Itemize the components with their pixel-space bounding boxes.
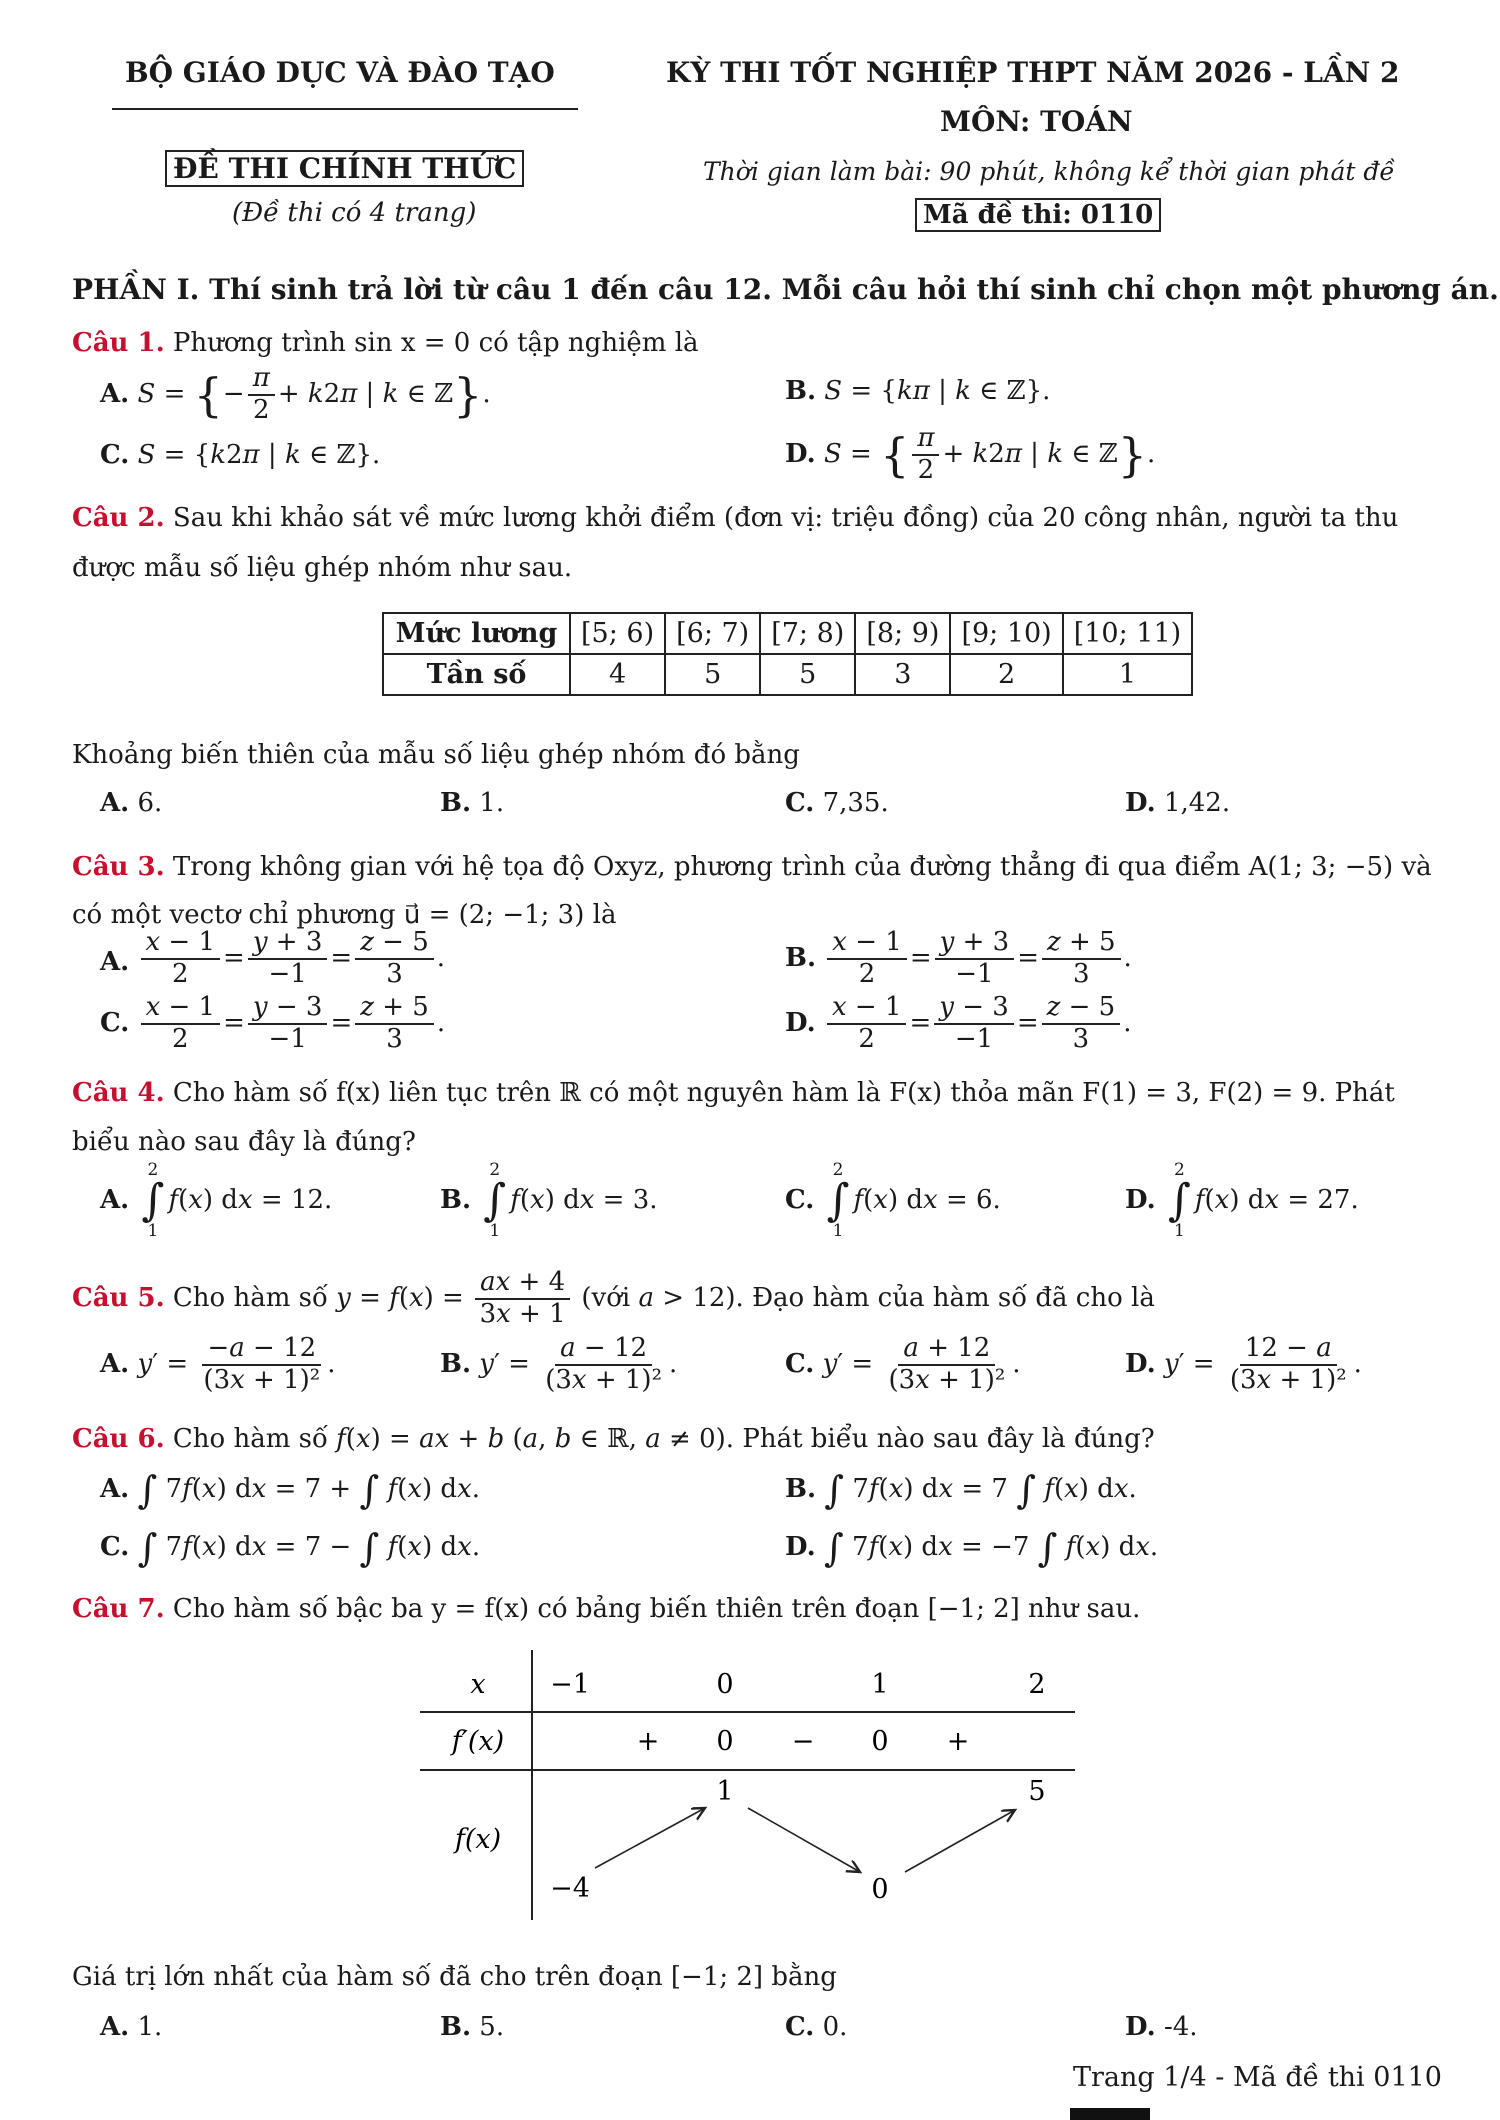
q4-option-d[interactable]: D. 2 ∫ 1 f(x) dx = 27. bbox=[1125, 1160, 1359, 1241]
q3-option-c[interactable]: C. $\frac{x - 1}{2}$ = $\frac{y - 3}{-1}$ = $\frac{z + 5}{3}$ . bbox=[100, 992, 446, 1054]
q3-option-b[interactable]: B. $\frac{x - 1}{2}$ = $\frac{y + 3}{-1}$ = $\frac{z + 5}{3}$ . bbox=[785, 927, 1132, 989]
page-footer: Trang 1/4 - Mã đề thi 0110 bbox=[1073, 2062, 1442, 2093]
table-header: Mức lương bbox=[383, 613, 570, 654]
question-text: Trong không gian với hệ tọa độ Oxyz, phương trình của đường thẳng đi qua điểm A(1; 3; −5) và bbox=[172, 852, 1432, 882]
header-divider bbox=[112, 108, 578, 110]
sign: + bbox=[946, 1726, 970, 1757]
official-label: ĐỀ THI CHÍNH THỨC bbox=[165, 150, 524, 187]
exam-time: Thời gian làm bài: 90 phút, không kể thời gian phát đề bbox=[703, 157, 1395, 186]
table-row bbox=[383, 654, 1192, 695]
question-4 bbox=[72, 1078, 1395, 1108]
question-3 bbox=[72, 852, 1432, 882]
question-text: Phương trình sin x = 0 có tập nghiệm là bbox=[172, 328, 699, 358]
question-text-cont: Giá trị lớn nhất của hàm số đã cho trên đoạn [−1; 2] bằng bbox=[72, 1962, 837, 1992]
exam-title: KỲ THI TỐT NGHIỆP THPT NĂM 2026 - LẦN 2 bbox=[666, 56, 1400, 89]
x-value: 2 bbox=[1028, 1669, 1046, 1700]
question-7 bbox=[72, 1594, 1140, 1624]
table-cell: [5; 6) bbox=[570, 613, 665, 654]
table-cell: [10; 11) bbox=[1063, 613, 1192, 654]
row-label-f: f(x) bbox=[454, 1824, 502, 1855]
q3-option-a[interactable]: A. bbox=[100, 946, 130, 977]
q6-option-c[interactable]: C. ∫ 7f(x) dx = 7 − ∫ f(x) dx. bbox=[100, 1526, 481, 1570]
arrow-down bbox=[748, 1808, 860, 1872]
question-text: Cho hàm số f(x) liên tục trên ℝ có một nguyên hàm là F(x) thỏa mãn F(1) = 3, F(2) = 9. Phát bbox=[172, 1078, 1395, 1108]
f-value: 0 bbox=[871, 1874, 889, 1905]
question-label: Câu 7. bbox=[72, 1594, 165, 1624]
table-cell: 1 bbox=[1063, 654, 1192, 695]
question-5: Câu 5. Cho hàm số y = f(x) = $\frac{ax + 4}{3x + 1}$ (với a > 12). Đạo hàm của hàm số đã cho là bbox=[72, 1267, 1155, 1329]
x-value: 0 bbox=[716, 1669, 734, 1700]
sign: − bbox=[791, 1726, 815, 1757]
q5-option-c[interactable]: C. y′ = $\frac{a + 12}{\text{(3x + 1)²}}$ . bbox=[785, 1333, 1021, 1395]
subject: MÔN: TOÁN bbox=[940, 105, 1133, 138]
table-cell: [9; 10) bbox=[950, 613, 1062, 654]
table-cell: 2 bbox=[950, 654, 1062, 695]
table-header: Tần số bbox=[383, 654, 570, 695]
part-title: PHẦN I. Thí sinh trả lời từ câu 1 đến câu 12. Mỗi câu hỏi thí sinh chỉ chọn một phương án. bbox=[72, 273, 1499, 306]
q1-option-a[interactable]: A. S = {− $\frac{\pi}{2}$ + k2π | k ∈ ℤ}. bbox=[100, 363, 491, 425]
q1-option-b[interactable]: B. S = {kπ | k ∈ ℤ}. bbox=[785, 376, 1051, 406]
q2-option-c[interactable]: C. 7,35. bbox=[785, 788, 889, 818]
page-count: (Đề thi có 4 trang) bbox=[232, 198, 477, 228]
page-marker bbox=[1070, 2108, 1150, 2120]
q5-option-d[interactable]: D. y′ = $\frac{12 - a}{\text{(3x + 1)²}}$ . bbox=[1125, 1333, 1362, 1395]
table-cell: [6; 7) bbox=[665, 613, 760, 654]
question-label: Câu 5. bbox=[72, 1282, 165, 1313]
arrow-up bbox=[595, 1808, 705, 1868]
q7-option-c[interactable]: C. 0. bbox=[785, 2012, 848, 2042]
exam-code: Mã đề thi: 0110 bbox=[915, 198, 1161, 232]
table-row bbox=[383, 613, 1192, 654]
question-text-cont: biểu nào sau đây là đúng? bbox=[72, 1127, 416, 1157]
question-text-cont: được mẫu số liệu ghép nhóm như sau. bbox=[72, 553, 573, 583]
q6-option-d[interactable]: D. ∫ 7f(x) dx = −7 ∫ f(x) dx. bbox=[785, 1526, 1159, 1570]
table-cell: 4 bbox=[570, 654, 665, 695]
q1-option-d[interactable]: D. S = { $\frac{\pi}{2}$ + k2π | k ∈ ℤ}. bbox=[785, 423, 1156, 485]
question-text-cont: Khoảng biến thiên của mẫu số liệu ghép nhóm đó bằng bbox=[72, 740, 800, 770]
row-label-fprime: f′(x) bbox=[451, 1726, 505, 1757]
q2-option-d[interactable]: D. 1,42. bbox=[1125, 788, 1231, 818]
q7-option-b[interactable]: B. 5. bbox=[440, 2012, 505, 2042]
q7-option-d[interactable]: D. -4. bbox=[1125, 2012, 1198, 2042]
question-2 bbox=[72, 503, 1398, 533]
sign: + bbox=[636, 1726, 660, 1757]
question-text-cont: có một vectơ chỉ phương u⃗ = (2; −1; 3) là bbox=[72, 900, 617, 930]
arrow-up bbox=[905, 1810, 1015, 1872]
table-cell: 5 bbox=[665, 654, 760, 695]
f-value: −4 bbox=[550, 1873, 590, 1904]
q5-option-a[interactable]: A. y′ = $\frac{-a - 12}{\text{(3x + 1)²}}$ . bbox=[100, 1333, 336, 1395]
q4-option-a[interactable]: A. 2 ∫ 1 f(x) dx = 12. bbox=[100, 1160, 333, 1241]
question-text: Cho hàm số bậc ba y = f(x) có bảng biến thiên trên đoạn [−1; 2] như sau. bbox=[172, 1594, 1141, 1624]
row-label-x: x bbox=[470, 1669, 486, 1700]
question-6: Câu 6. Cho hàm số f(x) = ax + b (a, b ∈ ℝ, a ≠ 0). Phát biểu nào sau đây là đúng? bbox=[72, 1424, 1155, 1454]
q6-option-a[interactable]: A. ∫ 7f(x) dx = 7 + ∫ f(x) dx. bbox=[100, 1468, 481, 1512]
table-cell: [7; 8) bbox=[760, 613, 855, 654]
q5-option-b[interactable]: B. y′ = $\frac{a - 12}{\text{(3x + 1)²}}$ . bbox=[440, 1333, 678, 1395]
question-label: Câu 2. bbox=[72, 503, 165, 533]
question-label: Câu 1. bbox=[72, 328, 165, 358]
q4-option-c[interactable]: C. 2 ∫ 1 f(x) dx = 6. bbox=[785, 1160, 1001, 1241]
table-cell: 3 bbox=[855, 654, 950, 695]
f-value: 1 bbox=[716, 1776, 734, 1807]
q3-option-a-eq: $\frac{x - 1}{2}$ = $\frac{y + 3}{-1}$ = $\frac{z - 5}{3}$ . bbox=[100, 928, 445, 990]
q4-option-b[interactable]: B. 2 ∫ 1 f(x) dx = 3. bbox=[440, 1160, 658, 1241]
table-cell: [8; 9) bbox=[855, 613, 950, 654]
q2-option-b[interactable]: B. 1. bbox=[440, 788, 505, 818]
table-cell: 5 bbox=[760, 654, 855, 695]
f-value: 5 bbox=[1028, 1776, 1046, 1807]
question-text: Sau khi khảo sát về mức lương khởi điểm (đơn vị: triệu đồng) của 20 công nhân, người ta thu bbox=[172, 503, 1399, 533]
q6-option-b[interactable]: B. ∫ 7f(x) dx = 7 ∫ f(x) dx. bbox=[785, 1468, 1137, 1512]
question-label: Câu 6. bbox=[72, 1424, 165, 1454]
q1-option-c[interactable]: C. S = {k2π | k ∈ ℤ}. bbox=[100, 440, 381, 470]
x-value: 1 bbox=[871, 1669, 889, 1700]
q7-option-a[interactable]: A. 1. bbox=[100, 2012, 163, 2042]
x-value: −1 bbox=[550, 1669, 590, 1700]
question-label: Câu 3. bbox=[72, 852, 165, 882]
question-label: Câu 4. bbox=[72, 1078, 165, 1108]
q3-option-d[interactable]: D. $\frac{x - 1}{2}$ = $\frac{y - 3}{-1}$ = $\frac{z - 5}{3}$ . bbox=[785, 992, 1132, 1054]
variation-table bbox=[420, 1650, 1080, 1920]
frequency-table bbox=[382, 612, 1193, 696]
question-1 bbox=[72, 328, 699, 358]
sign: 0 bbox=[871, 1726, 889, 1757]
sign: 0 bbox=[716, 1726, 734, 1757]
ministry-title: BỘ GIÁO DỤC VÀ ĐÀO TẠO bbox=[125, 56, 555, 89]
q2-option-a[interactable]: A. 6. bbox=[100, 788, 163, 818]
